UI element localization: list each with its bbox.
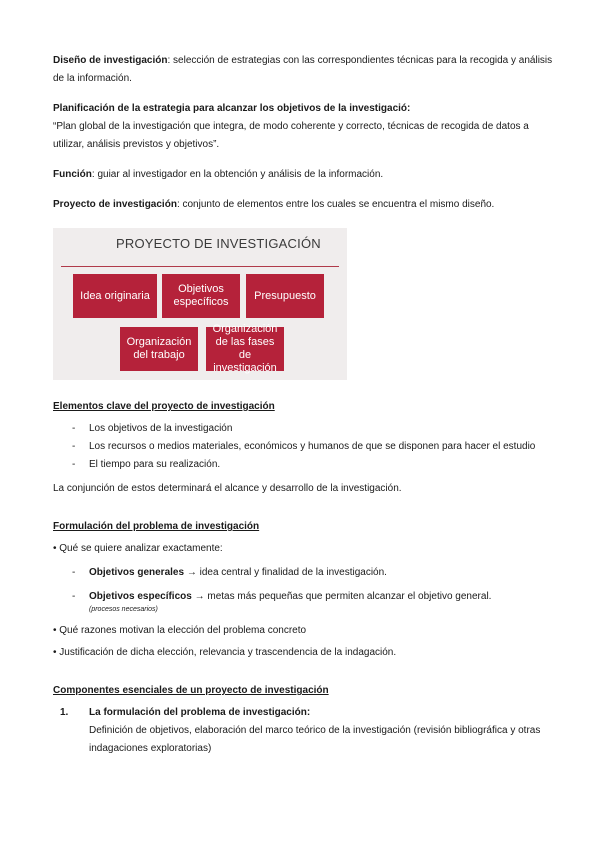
note-procesos: (procesos necesarios): [89, 606, 158, 613]
item-title: [89, 704, 553, 722]
heading-componentes: Componentes esenciales de un proyecto de investigación: [53, 685, 329, 696]
text-funcion: : guiar al investigador en la obtención y análisis de la información.: [91, 169, 384, 180]
term-diseno: Diseño de investigación: [53, 55, 168, 66]
term-objetivos-generales: Objetivos generales: [89, 567, 185, 578]
box-idea-originaria: Idea originaria: [73, 274, 157, 318]
bullet-razones: • Qué razones motivan la elección del problema concreto: [53, 625, 307, 636]
item-description: Definición de objetivos, elaboración del marco teórico de la investigación (revisión bibliográfica y otras indagaciones exploratorias): [89, 725, 541, 754]
item-text: El tiempo para su realización.: [89, 459, 221, 470]
planificacion-label: Planificación de la estrategia para alcanzar los objetivos de la investigació:: [53, 103, 411, 114]
proyecto-diagram: [53, 228, 347, 380]
term-funcion: Función: [53, 169, 92, 180]
box-objetivos-especificos: Objetivos específicos: [162, 274, 240, 318]
item-number: 1.: [60, 707, 69, 718]
heading-formulacion: Formulación del problema de investigación: [53, 521, 260, 532]
text-objetivos-generales: → idea central y finalidad de la investigación.: [184, 567, 387, 578]
heading-elementos-clave: Elementos clave del proyecto de investigación: [53, 401, 275, 412]
list-item: [53, 456, 553, 474]
box-presupuesto: Presupuesto: [246, 274, 324, 318]
numbered-item: [53, 704, 553, 758]
paragraph-funcion: [53, 166, 553, 184]
box-organizacion-fases: Organización de las fases de investigación: [206, 327, 284, 371]
elementos-list: [53, 420, 553, 474]
diagram-title: PROYECTO DE INVESTIGACIÓN: [116, 236, 321, 251]
paragraph-proyecto: [53, 196, 553, 214]
item-text: Los objetivos de la investigación: [89, 423, 233, 434]
heading-planificacion: [53, 100, 553, 118]
document-page: [53, 52, 553, 758]
text-diseno: : selección de estrategias con las correspondientes técnicas para la recogida y análisis de la información.: [53, 55, 553, 84]
list-item: [53, 420, 553, 438]
term-objetivos-especificos: Objetivos específicos: [89, 591, 192, 602]
conclusion-text: La conjunción de estos determinará el alcance y desarrollo de la investigación.: [53, 483, 402, 494]
dash-marker: -: [72, 459, 76, 470]
dash-marker: -: [72, 567, 76, 578]
list-item: [53, 438, 553, 456]
bullet-que-analizar: • Qué se quiere analizar exactamente:: [53, 543, 223, 554]
item-title-text: La formulación del problema de investigación:: [89, 707, 311, 718]
list-item: [53, 564, 553, 582]
diagram-divider: [61, 266, 339, 267]
text-objetivos-especificos: → metas más pequeñas que permiten alcanzar el objetivo general.: [191, 591, 492, 602]
dash-marker: -: [72, 591, 76, 602]
text-proyecto: : conjunto de elementos entre los cuales se encuentra el mismo diseño.: [176, 199, 495, 210]
bullet-justificacion: • Justificación de dicha elección, relevancia y trascendencia de la indagación.: [53, 647, 397, 658]
list-item: [53, 588, 553, 606]
item-text: Los recursos o medios materiales, económicos y humanos de que se disponen para hacer el estudio: [89, 441, 536, 452]
dash-marker: -: [72, 423, 76, 434]
box-organizacion-trabajo: Organización del trabajo: [120, 327, 198, 371]
term-proyecto: Proyecto de investigación: [53, 199, 177, 210]
dash-marker: -: [72, 441, 76, 452]
quote-plan-global: “Plan global de la investigación que integra, de modo coherente y correcto, técnicas de recogida de datos a utilizar, análisis previstos y objetivos”.: [53, 121, 529, 150]
paragraph-diseno: [53, 52, 553, 88]
objetivos-list: [53, 564, 553, 606]
